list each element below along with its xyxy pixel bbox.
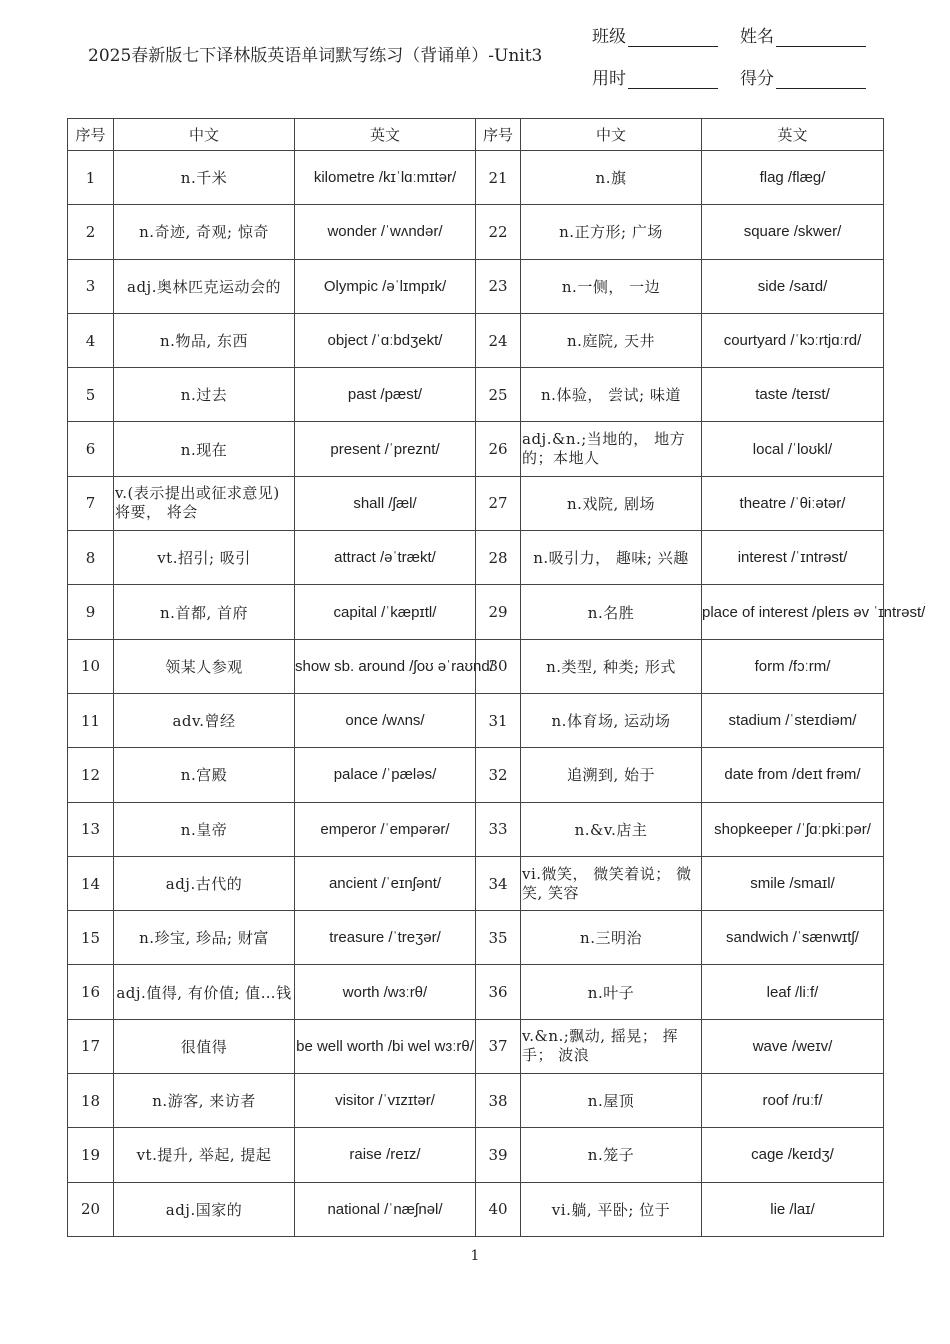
english-word: wonder /ˈwʌndər/ (295, 205, 476, 259)
row-number: 31 (476, 693, 521, 747)
vocabulary-table (67, 118, 926, 1237)
row-number: 40 (476, 1182, 521, 1236)
row-number: 9 (68, 585, 114, 639)
table-row (68, 802, 884, 856)
table-row (68, 151, 884, 205)
chinese-meaning: n.正方形; 广场 (521, 205, 702, 259)
time-label: 用时 (592, 69, 626, 89)
table-row (68, 911, 884, 965)
chinese-meaning: n.体验， 尝试; 味道 (521, 368, 702, 422)
table-row (68, 639, 884, 693)
row-number: 35 (476, 911, 521, 965)
chinese-meaning: 很值得 (114, 1019, 295, 1073)
chinese-meaning: n.皇帝 (114, 802, 295, 856)
english-word: wave /weɪv/ (702, 1019, 884, 1073)
row-number: 10 (68, 639, 114, 693)
table-row (68, 748, 884, 802)
row-number: 19 (68, 1128, 114, 1182)
english-word: side /saɪd/ (702, 259, 884, 313)
english-word: sandwich /ˈsænwɪtʃ/ (702, 911, 884, 965)
row-number: 25 (476, 368, 521, 422)
table-row (68, 531, 884, 585)
chinese-meaning: v.&n.;飘动, 摇晃； 挥手； 波浪 (521, 1019, 702, 1073)
english-word: interest /ˈɪntrəst/ (702, 531, 884, 585)
class-field[interactable] (592, 22, 718, 47)
table-row (68, 856, 884, 910)
chinese-meaning: vi.躺, 平卧; 位于 (521, 1182, 702, 1236)
row-number: 27 (476, 476, 521, 530)
column-header-chinese: 中文 (114, 119, 295, 151)
column-header-chinese: 中文 (521, 119, 702, 151)
row-number: 11 (68, 693, 114, 747)
english-word: once /wʌns/ (295, 693, 476, 747)
english-word: courtyard /ˈkɔːrtjɑːrd/ (702, 313, 884, 367)
chinese-meaning: n.吸引力， 趣味; 兴趣 (521, 531, 702, 585)
chinese-meaning: vi.微笑， 微笑着说； 微笑, 笑容 (521, 856, 702, 910)
english-word: present /ˈpreznt/ (295, 422, 476, 476)
english-word: treasure /ˈtreʒər/ (295, 911, 476, 965)
row-number: 32 (476, 748, 521, 802)
english-word: be well worth /bi wel wɜːrθ/ (295, 1019, 476, 1073)
english-word: square /skwer/ (702, 205, 884, 259)
english-word: emperor /ˈempərər/ (295, 802, 476, 856)
row-number: 26 (476, 422, 521, 476)
time-blank[interactable] (628, 72, 718, 89)
row-number: 28 (476, 531, 521, 585)
english-word: date from /deɪt frəm/ (702, 748, 884, 802)
english-word: capital /ˈkæpɪtl/ (295, 585, 476, 639)
chinese-meaning: adj.值得, 有价值; 值…钱 (114, 965, 295, 1019)
row-number: 2 (68, 205, 114, 259)
chinese-meaning: n.旗 (521, 151, 702, 205)
english-word: shall /ʃæl/ (295, 476, 476, 530)
row-number: 34 (476, 856, 521, 910)
class-blank[interactable] (628, 30, 718, 47)
chinese-meaning: n.珍宝, 珍品; 财富 (114, 911, 295, 965)
chinese-meaning: 追溯到, 始于 (521, 748, 702, 802)
class-label: 班级 (592, 27, 626, 47)
table-row (68, 1128, 884, 1182)
time-field[interactable] (592, 64, 718, 89)
chinese-meaning: n.庭院, 天井 (521, 313, 702, 367)
table-row (68, 1074, 884, 1128)
chinese-meaning: n.宫殿 (114, 748, 295, 802)
chinese-meaning: n.&v.店主 (521, 802, 702, 856)
chinese-meaning: adj.国家的 (114, 1182, 295, 1236)
english-word: object /ˈɑːbdʒekt/ (295, 313, 476, 367)
chinese-meaning: adj.古代的 (114, 856, 295, 910)
column-header-english: 英文 (295, 119, 476, 151)
table-row (68, 1019, 884, 1073)
row-number: 16 (68, 965, 114, 1019)
chinese-meaning: n.体育场, 运动场 (521, 693, 702, 747)
chinese-meaning: n.名胜 (521, 585, 702, 639)
row-number: 8 (68, 531, 114, 585)
row-number: 39 (476, 1128, 521, 1182)
score-label: 得分 (740, 69, 774, 89)
row-number: 37 (476, 1019, 521, 1073)
chinese-meaning: n.首都, 首府 (114, 585, 295, 639)
table-body (68, 151, 926, 1237)
table-row (68, 313, 884, 367)
english-word: attract /əˈtrækt/ (295, 531, 476, 585)
row-number: 13 (68, 802, 114, 856)
column-header-number: 序号 (476, 119, 521, 151)
row-number: 5 (68, 368, 114, 422)
score-blank[interactable] (776, 72, 866, 89)
chinese-meaning: n.现在 (114, 422, 295, 476)
column-header-number: 序号 (68, 119, 114, 151)
row-number: 38 (476, 1074, 521, 1128)
table-header-row (68, 119, 884, 151)
table-row (68, 259, 884, 313)
column-header-english: 英文 (702, 119, 884, 151)
english-word: kilometre /kɪˈlɑːmɪtər/ (295, 151, 476, 205)
english-word: raise /reɪz/ (295, 1128, 476, 1182)
chinese-meaning: vt.提升, 举起, 提起 (114, 1128, 295, 1182)
english-word: theatre /ˈθiːətər/ (702, 476, 884, 530)
english-word: visitor /ˈvɪzɪtər/ (295, 1074, 476, 1128)
page-number: 1 (470, 1248, 480, 1264)
english-word: past /pæst/ (295, 368, 476, 422)
table-row (68, 585, 884, 639)
chinese-meaning: vt.招引; 吸引 (114, 531, 295, 585)
row-number: 30 (476, 639, 521, 693)
name-field[interactable] (740, 22, 866, 47)
english-word: taste /teɪst/ (702, 368, 884, 422)
row-number: 36 (476, 965, 521, 1019)
english-word: national /ˈnæʃnəl/ (295, 1182, 476, 1236)
row-number: 33 (476, 802, 521, 856)
english-word: shopkeeper /ˈʃɑːpkiːpər/ (702, 802, 884, 856)
english-word: show sb. around /ʃoʊ əˈraʊnd/ (295, 639, 476, 693)
table-row (68, 205, 884, 259)
chinese-meaning: adj.&n.;当地的， 地方的；本地人 (521, 422, 702, 476)
chinese-meaning: n.笼子 (521, 1128, 702, 1182)
table-row (68, 965, 884, 1019)
english-word: smile /smaɪl/ (702, 856, 884, 910)
chinese-meaning: adv.曾经 (114, 693, 295, 747)
chinese-meaning: n.一侧， 一边 (521, 259, 702, 313)
english-word: place of interest /pleɪs əv ˈɪntrəst/ (702, 585, 884, 639)
chinese-meaning: adj.奥林匹克运动会的 (114, 259, 295, 313)
chinese-meaning: v.(表示提出或征求意见)将要， 将会 (114, 476, 295, 530)
chinese-meaning: n.三明治 (521, 911, 702, 965)
score-field[interactable] (740, 64, 866, 89)
english-word: ancient /ˈeɪnʃənt/ (295, 856, 476, 910)
english-word: leaf /liːf/ (702, 965, 884, 1019)
name-blank[interactable] (776, 30, 866, 47)
table-row (68, 1182, 884, 1236)
name-label: 姓名 (740, 27, 774, 47)
row-number: 6 (68, 422, 114, 476)
english-word: roof /ruːf/ (702, 1074, 884, 1128)
row-number: 3 (68, 259, 114, 313)
row-number: 20 (68, 1182, 114, 1236)
row-number: 24 (476, 313, 521, 367)
english-word: lie /laɪ/ (702, 1182, 884, 1236)
row-number: 7 (68, 476, 114, 530)
english-word: palace /ˈpæləs/ (295, 748, 476, 802)
english-word: stadium /ˈsteɪdiəm/ (702, 693, 884, 747)
chinese-meaning: n.戏院, 剧场 (521, 476, 702, 530)
english-word: cage /keɪdʒ/ (702, 1128, 884, 1182)
row-number: 23 (476, 259, 521, 313)
table-row (68, 368, 884, 422)
row-number: 29 (476, 585, 521, 639)
chinese-meaning: n.游客, 来访者 (114, 1074, 295, 1128)
chinese-meaning: 领某人参观 (114, 639, 295, 693)
chinese-meaning: n.屋顶 (521, 1074, 702, 1128)
table-row (68, 693, 884, 747)
table-row (68, 422, 884, 476)
row-number: 14 (68, 856, 114, 910)
page-title: 2025春新版七下译林版英语单词默写练习（背诵单）-Unit3 (88, 46, 543, 66)
row-number: 18 (68, 1074, 114, 1128)
chinese-meaning: n.奇迹, 奇观; 惊奇 (114, 205, 295, 259)
chinese-meaning: n.类型, 种类; 形式 (521, 639, 702, 693)
chinese-meaning: n.物品, 东西 (114, 313, 295, 367)
english-word: local /ˈloʊkl/ (702, 422, 884, 476)
row-number: 4 (68, 313, 114, 367)
row-number: 1 (68, 151, 114, 205)
english-word: form /fɔːrm/ (702, 639, 884, 693)
table-row (68, 476, 884, 530)
row-number: 22 (476, 205, 521, 259)
english-word: flag /flæg/ (702, 151, 884, 205)
row-number: 12 (68, 748, 114, 802)
row-number: 15 (68, 911, 114, 965)
row-number: 17 (68, 1019, 114, 1073)
chinese-meaning: n.叶子 (521, 965, 702, 1019)
row-number: 21 (476, 151, 521, 205)
chinese-meaning: n.千米 (114, 151, 295, 205)
english-word: Olympic /əˈlɪmpɪk/ (295, 259, 476, 313)
chinese-meaning: n.过去 (114, 368, 295, 422)
english-word: worth /wɜːrθ/ (295, 965, 476, 1019)
